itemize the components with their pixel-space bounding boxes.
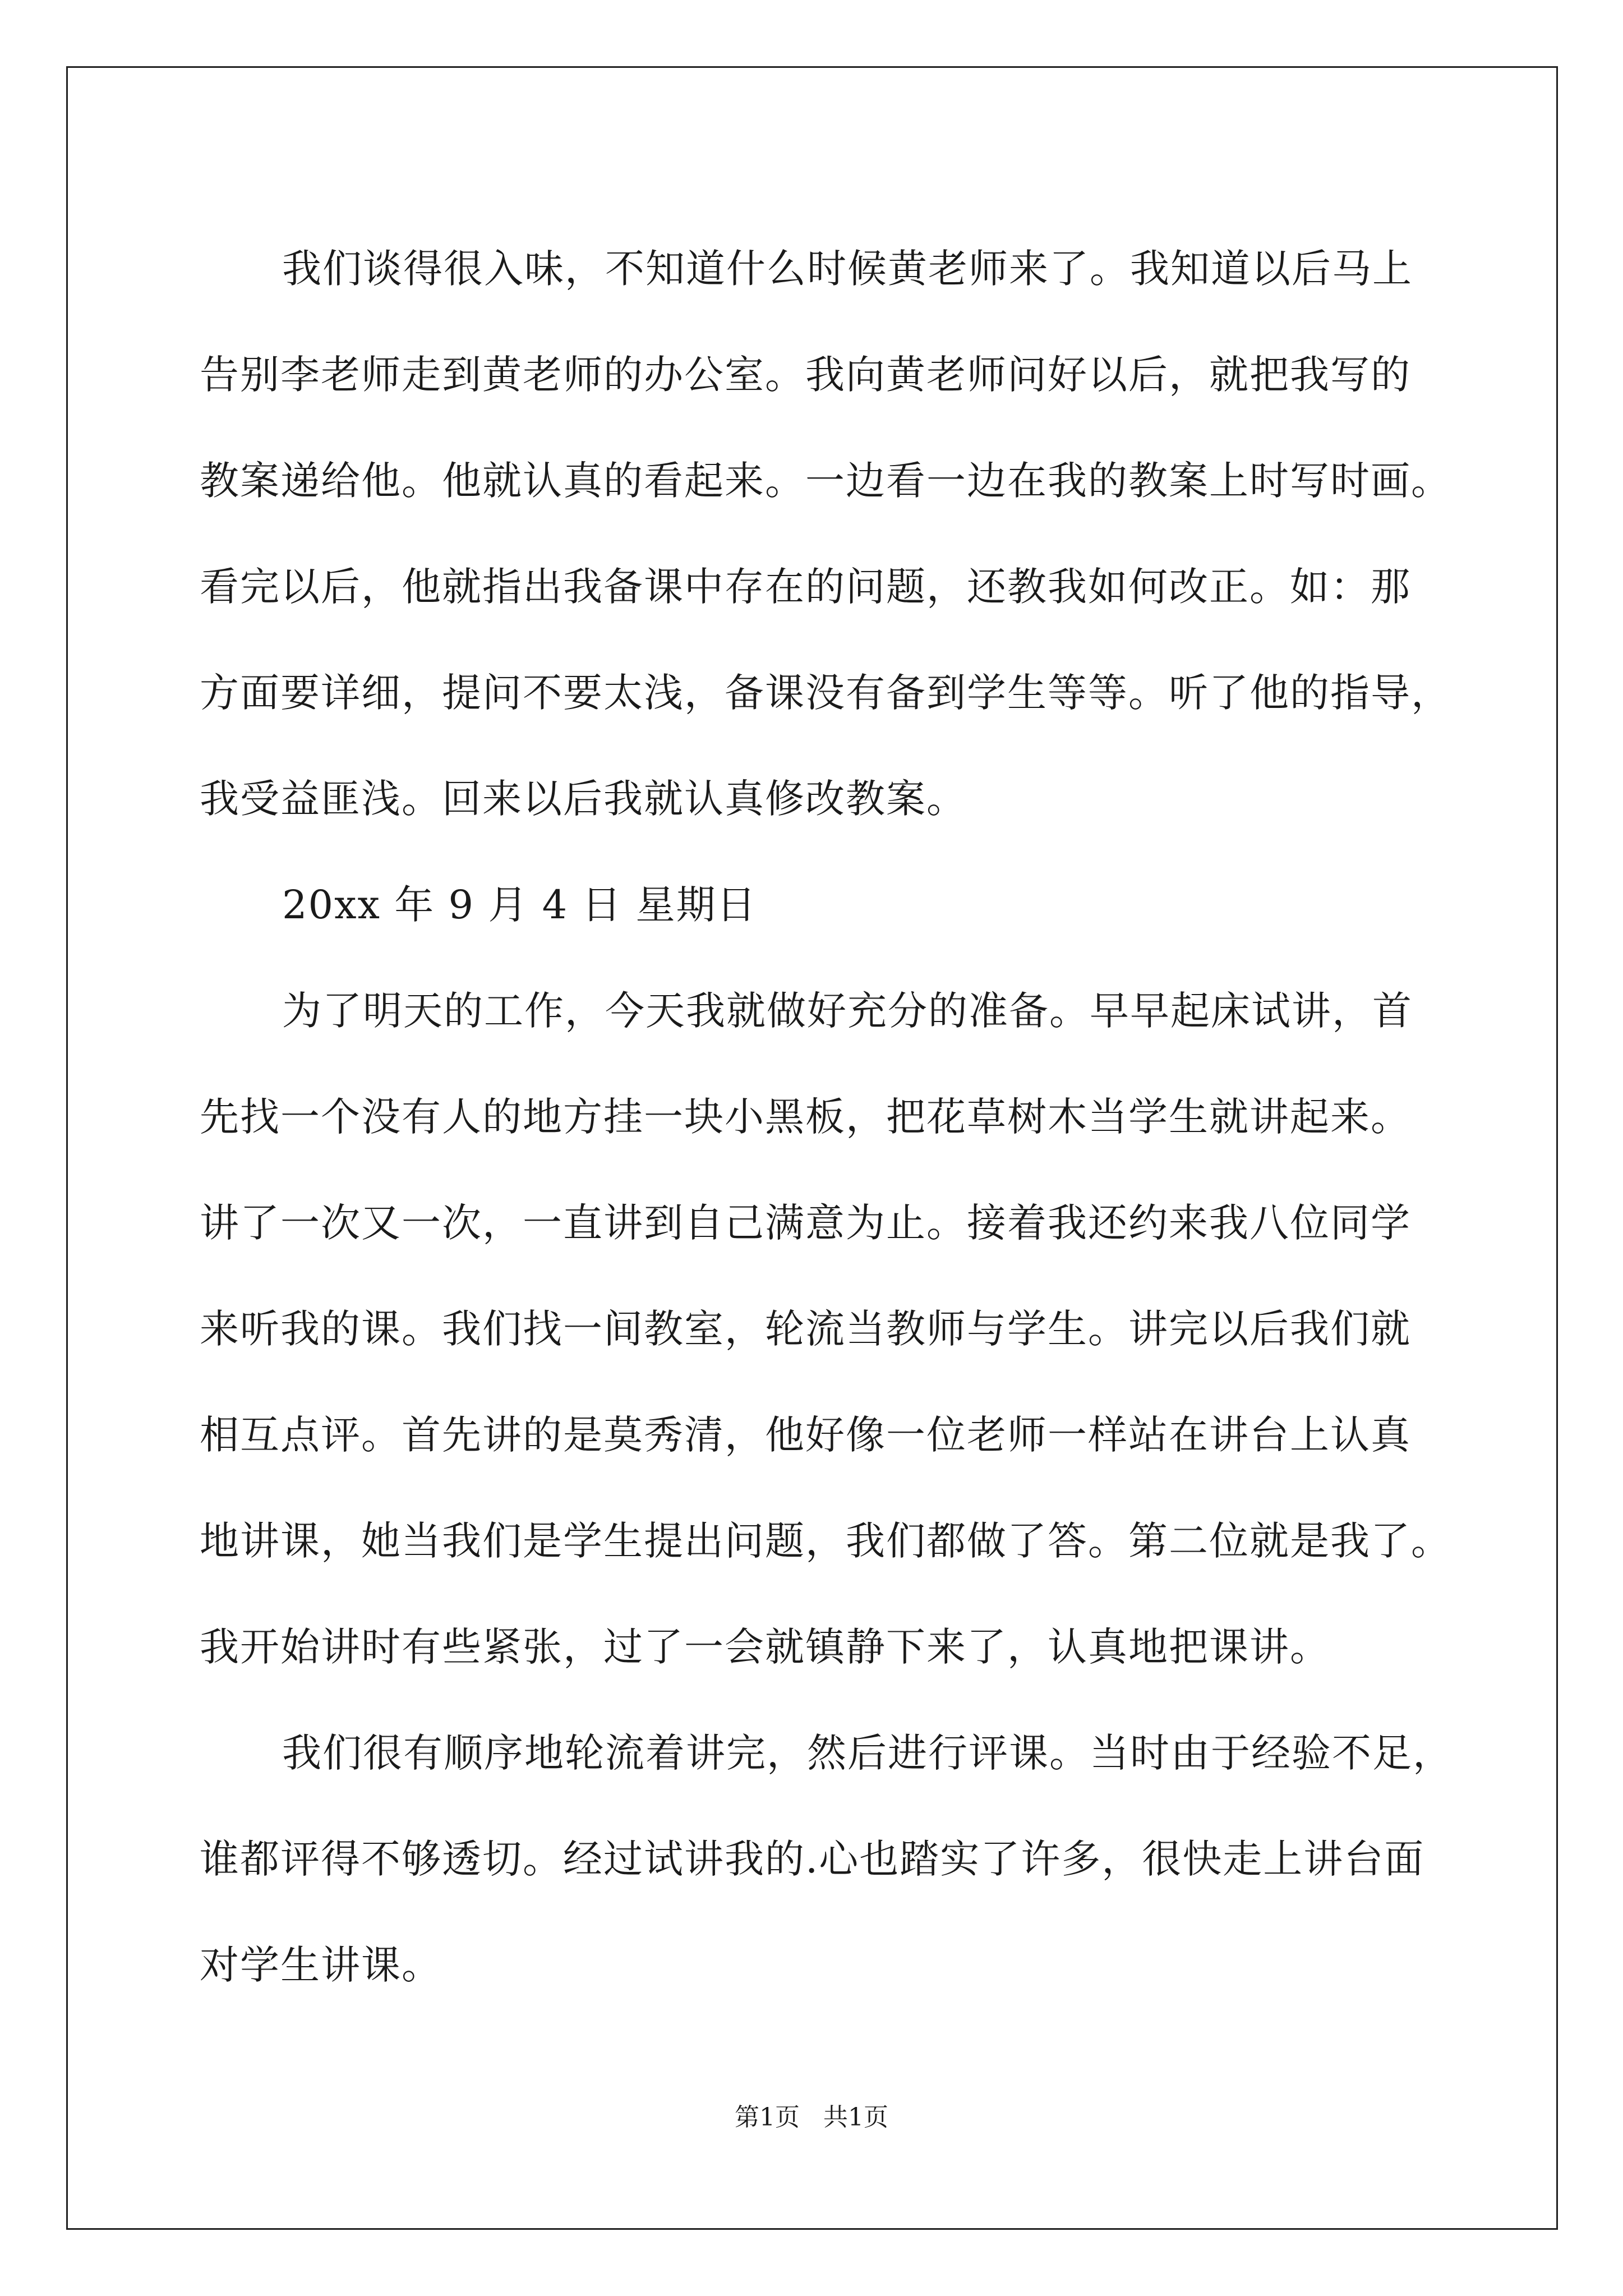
text-line: 讲了一次又一次，一直讲到自己满意为止。接着我还约来我八位同学 bbox=[200, 1200, 1411, 1246]
paragraph bbox=[200, 1700, 1464, 2018]
document-body bbox=[200, 216, 1464, 2018]
text-line: 20xx 年 9 月 4 日 星期日 bbox=[282, 882, 757, 928]
text-line: 对学生讲课。 bbox=[200, 1942, 442, 1988]
text-line: 来听我的课。我们找一间教室，轮流当教师与学生。讲完以后我们就 bbox=[200, 1306, 1411, 1352]
text-line: 我们谈得很入味，不知道什么时候黄老师来了。我知道以后马上 bbox=[282, 246, 1413, 292]
paragraph bbox=[200, 216, 1464, 852]
text-line: 地讲课，她当我们是学生提出问题，我们都做了答。第二位就是我了。 bbox=[200, 1518, 1451, 1564]
text-line: 看完以后，他就指出我备课中存在的问题，还教我如何改正。如：那 bbox=[200, 564, 1411, 610]
text-line: 谁都评得不够透切。经过试讲我的.心也踏实了许多，很快走上讲台面 bbox=[200, 1836, 1425, 1882]
text-line: 先找一个没有人的地方挂一块小黑板，把花草树木当学生就讲起来。 bbox=[200, 1094, 1411, 1140]
text-line: 告别李老师走到黄老师的办公室。我向黄老师问好以后，就把我写的 bbox=[200, 352, 1411, 398]
date-heading bbox=[200, 852, 1464, 958]
text-line: 为了明天的工作，今天我就做好充分的准备。早早起床试讲，首 bbox=[282, 988, 1413, 1034]
text-line: 教案递给他。他就认真的看起来。一边看一边在我的教案上时写时画。 bbox=[200, 458, 1451, 504]
text-line: 方面要详细，提问不要太浅，备课没有备到学生等等。听了他的指导， bbox=[200, 670, 1451, 716]
paragraph bbox=[200, 958, 1464, 1700]
text-line: 我受益匪浅。回来以后我就认真修改教案。 bbox=[200, 776, 967, 822]
page-footer: 第1页 共1页 bbox=[735, 2103, 888, 2132]
text-line: 我们很有顺序地轮流着讲完，然后进行评课。当时由于经验不足， bbox=[282, 1730, 1453, 1776]
text-line: 我开始讲时有些紧张，过了一会就镇静下来了，认真地把课讲。 bbox=[200, 1624, 1330, 1670]
text-line: 相互点评。首先讲的是莫秀清，他好像一位老师一样站在讲台上认真 bbox=[200, 1412, 1411, 1458]
